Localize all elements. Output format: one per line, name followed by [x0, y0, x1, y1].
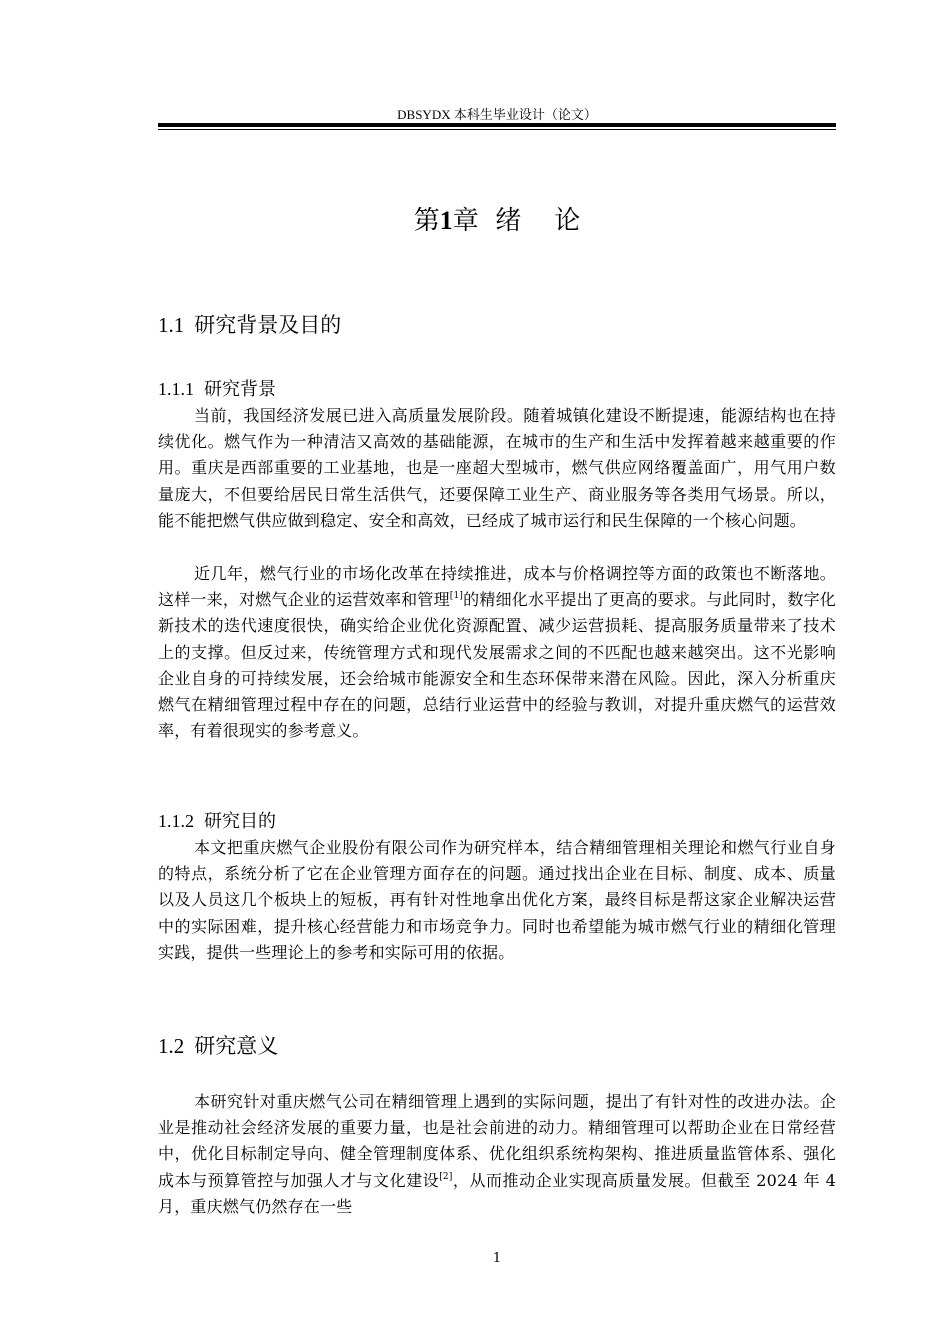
- section-1-1-1-heading: [158, 375, 276, 401]
- chapter-prefix: 第: [413, 206, 440, 236]
- citation-ref: [1]: [449, 591, 464, 602]
- paragraph-text: 本研究针对重庆燃气公司在精细管理上遇到的实际问题，提出了有针对性的改进办法。企业是推动社会经济发展的重要力量，也是社会前进的动力。精细管理可以帮助企业在日常经营中，优化目标制定导向、健全管理制度体系、优化组织系统构架构、推进质量监管体系、强化成本与预算管控与加强人才与文化建设: [158, 1092, 836, 1190]
- paragraph-significance: [158, 1089, 836, 1220]
- chapter-title: [158, 200, 836, 237]
- section-number: 1.2: [158, 1034, 185, 1058]
- page-number: 1: [492, 1251, 502, 1266]
- citation-ref: [2]: [439, 1171, 453, 1182]
- section-title: 研究意义: [194, 1034, 279, 1058]
- section-1-1-heading: [158, 309, 341, 339]
- paragraph-purpose: 本文把重庆燃气企业股份有限公司作为研究样本，结合精细管理相关理论和燃气行业自身的特点，系统分析了它在企业管理方面存在的问题。通过找出企业在目标、制度、成本、质量以及人员这几个板块上的短板，再有针对性地拿出优化方案，最终目标是帮这家企业解决运营中的实际困难，提升核心经营能力和市场竞争力。同时也希望能为城市燃气行业的精细化管理实践，提供一些理论上的参考和实际可用的依据。: [158, 838, 836, 962]
- running-header: DBSYDX 本科生毕业设计（论文）: [397, 107, 597, 122]
- chapter-suffix: 章 绪 论: [452, 206, 581, 236]
- paragraph-background-1: 当前，我国经济发展已进入高质量发展阶段。随着城镇化建设不断提速，能源结构也在持续优化。燃气作为一种清洁又高效的基础能源，在城市的生产和生活中发挥着越来越重要的作用。重庆是西部重要的工业基地，也是一座超大型城市，燃气供应网络覆盖面广，用气用户数量庞大，不但要给居民日常生活供气，还要保障工业生产、商业服务等各类用气场景。所以，能不能把燃气供应做到稳定、安全和高效，已经成了城市运行和民生保障的一个核心问题。: [158, 406, 836, 530]
- section-title: 研究背景: [204, 379, 276, 400]
- paragraph-text: ，从而推动企业实现高质量发展。但截至 2024 年 4 月，重庆燃气仍然存在一些: [158, 1170, 836, 1216]
- section-1-1-2-heading: [158, 807, 276, 833]
- paragraph-background-2: [158, 561, 836, 744]
- header-rule-thick: [158, 123, 836, 127]
- paragraph-text: 近几年，燃气行业的市场化改革在持续推进，成本与价格调控等方面的政策也不断落地。这样一来，对燃气企业的运营效率和管理: [158, 564, 836, 610]
- chapter-number: 1: [439, 206, 453, 235]
- section-title: 研究背景及目的: [194, 313, 342, 337]
- section-number: 1.1: [158, 313, 185, 337]
- paragraph-text: 的精细化水平提出了更高的要求。与此同时，数字化新技术的迭代速度很快，确实给企业优化资源配置、减少运营损耗、提高服务质量带来了技术上的支撑。但反过来，传统管理方式和现代发展需求之间的不匹配也越来越突出。这不光影响企业自身的可持续发展，还会给城市能源安全和生态环保带来潜在风险。因此，深入分析重庆燃气在精细管理过程中存在的问题，总结行业运营中的经验与教训，对提升重庆燃气的运营效率，有着很现实的参考意义。: [158, 590, 836, 741]
- section-title: 研究目的: [204, 811, 276, 832]
- section-number: 1.1.1: [158, 379, 194, 399]
- section-number: 1.1.2: [158, 811, 194, 831]
- section-1-2-heading: [158, 1030, 278, 1060]
- header-rule-thin: [158, 129, 836, 130]
